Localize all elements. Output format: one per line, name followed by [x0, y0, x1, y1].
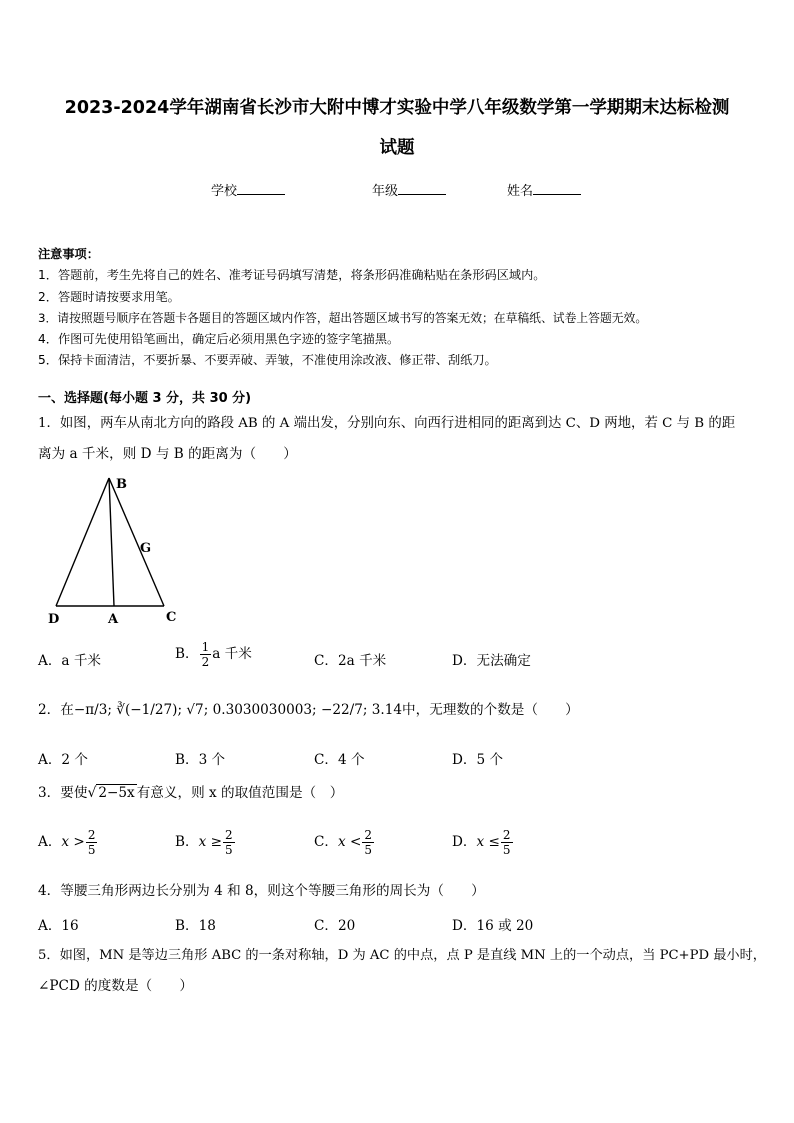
q5-line-1: 5．如图，MN 是等边三角形 ABC 的一条对称轴，D 为 AC 的中点，点 P 是直线 MN 上的一个动点，当 PC+PD 最小时，	[38, 948, 766, 963]
q1-line-2: 离为 a 千米，则 D 与 B 的距离为（ ）	[38, 446, 297, 462]
option-label: C．	[314, 834, 338, 850]
note-item: 2．答题时请按要求用笔。	[38, 289, 180, 304]
note-item: 4．作图可先使用铅笔画出，确定后必须用黑色字迹的签字笔描黑。	[38, 332, 400, 347]
option-fraction	[86, 828, 98, 857]
label-c: C	[166, 610, 177, 625]
q2-prefix: 2．在	[38, 702, 74, 718]
q2-option-c[interactable]: C．4 个	[314, 752, 365, 768]
denominator: 5	[364, 843, 373, 857]
q1-line-1: 1．如图，两车从南北方向的路段 AB 的 A 端出发，分别向东、向西行进相同的距离到达 C、D 两地，若 C 与 B 的距	[38, 416, 736, 431]
option-relation: x ≤	[476, 834, 500, 850]
q1-option-c[interactable]: C．2a 千米	[314, 653, 387, 669]
numerator: 2	[364, 828, 373, 842]
grade-blank[interactable]	[398, 182, 446, 195]
q2-option-b[interactable]: B．3 个	[175, 752, 226, 768]
q1-option-b[interactable]	[175, 640, 252, 669]
option-relation: x ≥	[198, 834, 222, 850]
q3-option-a[interactable]	[38, 828, 98, 857]
q3-option-b[interactable]	[175, 828, 236, 857]
denominator: 5	[502, 843, 511, 857]
label-side: G	[140, 541, 152, 556]
denominator: 5	[87, 843, 96, 857]
line-ba	[109, 478, 114, 606]
option-fraction	[223, 828, 235, 857]
option-label: A．	[38, 834, 62, 850]
label-d: D	[48, 612, 60, 627]
question-1	[38, 408, 766, 470]
label-a: A	[108, 612, 119, 627]
q3-option-c[interactable]	[314, 828, 375, 857]
q3-option-d[interactable]	[452, 828, 514, 857]
q5-line-2: ∠PCD 的度数是（ ）	[38, 978, 193, 994]
q4-option-c[interactable]: C．20	[314, 918, 356, 934]
option-fraction	[362, 828, 374, 857]
school-label: 学校	[211, 184, 238, 199]
notes-block	[38, 244, 768, 372]
school-blank[interactable]	[237, 182, 285, 195]
note-item: 1．答题前，考生先将自己的姓名、准考证号码填写清楚，将条形码准确粘贴在条形码区域内。	[38, 268, 546, 283]
numerator: 1	[201, 640, 210, 654]
q4-option-a[interactable]: A．16	[38, 918, 79, 934]
q3-suffix: 有意义，则 x 的取值范围是（ ）	[136, 785, 344, 801]
section-heading: 一、选择题(每小题 3 分，共 30 分)	[38, 391, 252, 406]
q1-option-a[interactable]: A．a 千米	[38, 653, 102, 669]
q4-option-b[interactable]: B．18	[175, 918, 216, 934]
q2-expression: −π/3; ∛(−1/27); √7; 0.3030030003; −22/7; 3.14	[73, 702, 403, 718]
line-bd	[56, 478, 109, 606]
school-field[interactable]	[211, 180, 285, 199]
q2-suffix: 中，无理数的个数是（ ）	[402, 702, 579, 718]
option-relation: x <	[338, 834, 362, 850]
grade-label: 年级	[372, 184, 399, 199]
option-label: D．	[452, 834, 477, 850]
label-b: B	[116, 477, 127, 492]
question-4: 4．等腰三角形两边长分别为 4 和 8，则这个等腰三角形的周长为（ ）	[38, 883, 485, 899]
numerator: 2	[87, 828, 96, 842]
q1-triangle-figure	[36, 472, 186, 632]
sqrt-icon: √	[87, 785, 97, 801]
notes-heading: 注意事项：	[38, 247, 99, 261]
numerator: 2	[502, 828, 511, 842]
option-relation: x >	[61, 834, 85, 850]
title-line-1: 2023-2024学年湖南省长沙市大附中博才实验中学八年级数学第一学期期末达标检测	[64, 98, 730, 118]
question-3	[38, 778, 766, 809]
option-fraction	[501, 828, 513, 857]
note-item: 5．保持卡面清洁，不要折暴、不要弄破、弄皱，不准使用涂改液、修正带、刮纸刀。	[38, 353, 497, 368]
question-2	[38, 695, 766, 726]
q3-prefix: 3．要使	[38, 785, 88, 801]
q2-option-d[interactable]: D．5 个	[452, 752, 504, 768]
q2-option-a[interactable]: A．2 个	[38, 752, 88, 768]
exam-title	[30, 88, 764, 168]
name-blank[interactable]	[533, 182, 581, 195]
denominator: 2	[201, 655, 210, 669]
q4-option-d[interactable]: D．16 或 20	[452, 918, 534, 934]
q1-option-b-suffix: a 千米	[212, 646, 252, 662]
title-line-2: 试题	[379, 138, 415, 158]
q3-radicand: 2−5x	[98, 785, 135, 801]
denominator: 5	[224, 843, 233, 857]
line-bc	[109, 478, 164, 606]
numerator: 2	[224, 828, 233, 842]
q1-option-b-fraction	[200, 640, 212, 669]
q1-option-b-prefix: B．	[175, 646, 199, 662]
grade-field[interactable]	[372, 180, 446, 199]
note-item: 3．请按照题号顺序在答题卡各题目的答题区域内作答，超出答题区域书写的答案无效；在草稿纸、试卷上答题无效。	[38, 310, 648, 325]
option-label: B．	[175, 834, 199, 850]
question-5	[38, 940, 766, 1002]
name-label: 姓名	[507, 184, 534, 199]
name-field[interactable]	[507, 180, 581, 199]
q1-option-d[interactable]: D．无法确定	[452, 653, 531, 669]
